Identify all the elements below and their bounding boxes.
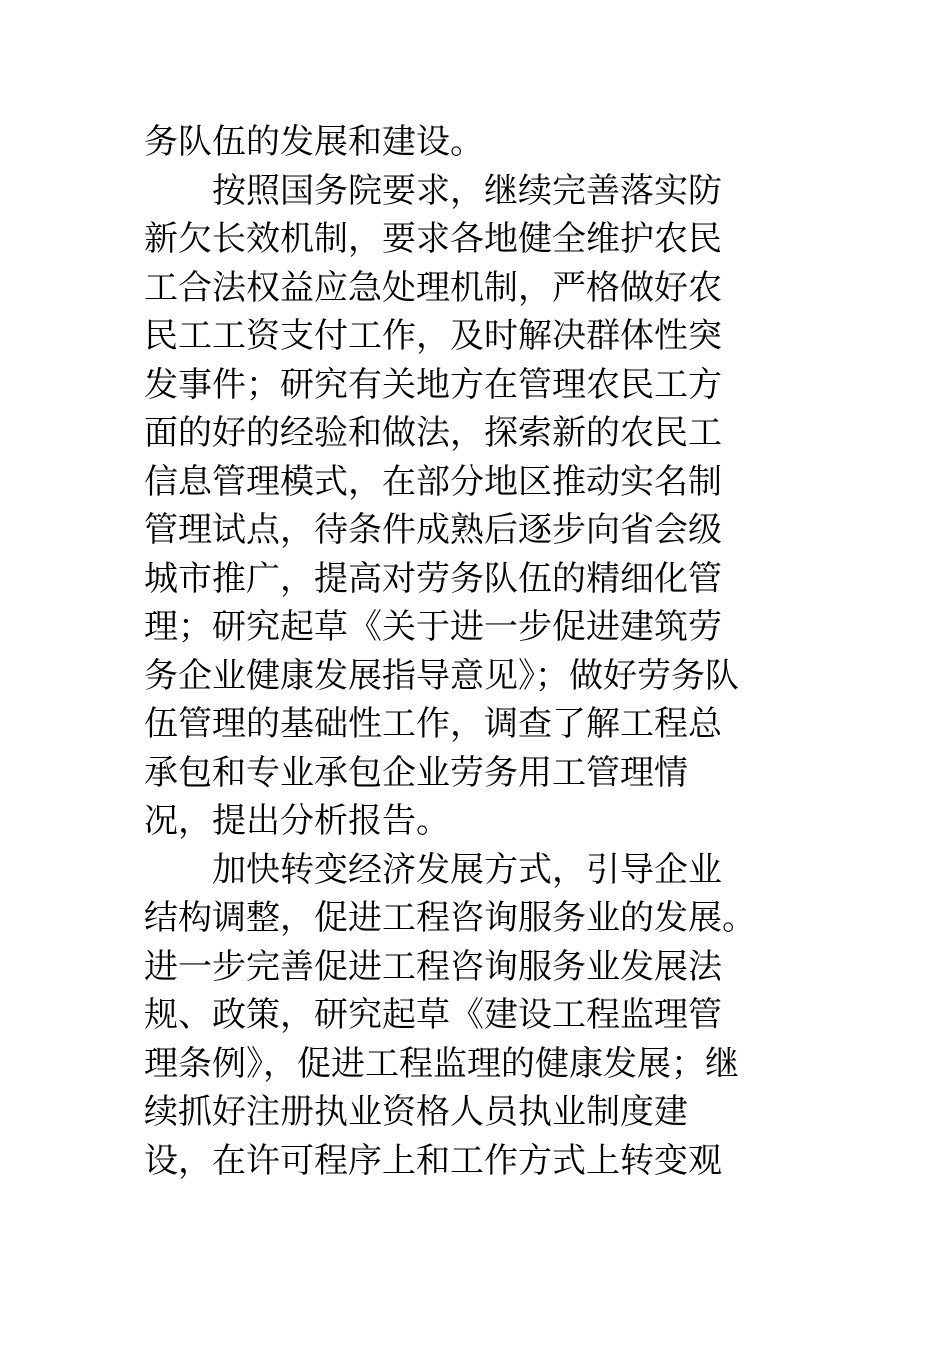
text-line: 工合法权益应急处理机制，严格做好农 xyxy=(144,267,722,308)
text-line: 信息管理模式，在部分地区推动实名制 xyxy=(144,461,722,502)
text-line: 理；研究起草《关于进一步促进建筑劳 xyxy=(144,607,722,647)
text-line: 新欠长效机制，要求各地健全维护农民 xyxy=(144,219,722,259)
text-line: 伍管理的基础性工作，调查了解工程总 xyxy=(144,704,722,744)
text-line: 况，提出分析报告。 xyxy=(144,801,450,841)
text-line: 结构调整，促进工程咨询服务业的发展。 xyxy=(144,898,756,938)
text-line: 管理试点，待条件成熟后逐步向省会级 xyxy=(144,510,722,550)
text-line: 务企业健康发展指导意见》；做好劳务队 xyxy=(144,655,739,696)
text-line: 理条例》，促进工程监理的健康发展；继 xyxy=(144,1043,739,1084)
text-line: 设，在许可程序上和工作方式上转变观 xyxy=(144,1140,722,1181)
body-text xyxy=(144,118,844,1185)
text-line: 务队伍的发展和建设。 xyxy=(144,122,484,162)
text-line: 加快转变经济发展方式，引导企业 xyxy=(144,849,722,890)
text-line: 面的好的经验和做法，探索新的农民工 xyxy=(144,413,722,453)
text-line: 城市推广，提高对劳务队伍的精细化管 xyxy=(144,558,722,599)
text-line: 民工工资支付工作，及时解决群体性突 xyxy=(144,316,722,356)
text-line: 承包和专业承包企业劳务用工管理情 xyxy=(144,752,688,793)
text-line: 按照国务院要求，继续完善落实防 xyxy=(144,170,722,211)
text-line: 规、政策，研究起草《建设工程监理管 xyxy=(144,995,722,1035)
text-line: 发事件；研究有关地方在管理农民工方 xyxy=(144,364,722,405)
text-line: 进一步完善促进工程咨询服务业发展法 xyxy=(144,946,722,987)
text-line: 续抓好注册执业资格人员执业制度建 xyxy=(144,1092,688,1132)
